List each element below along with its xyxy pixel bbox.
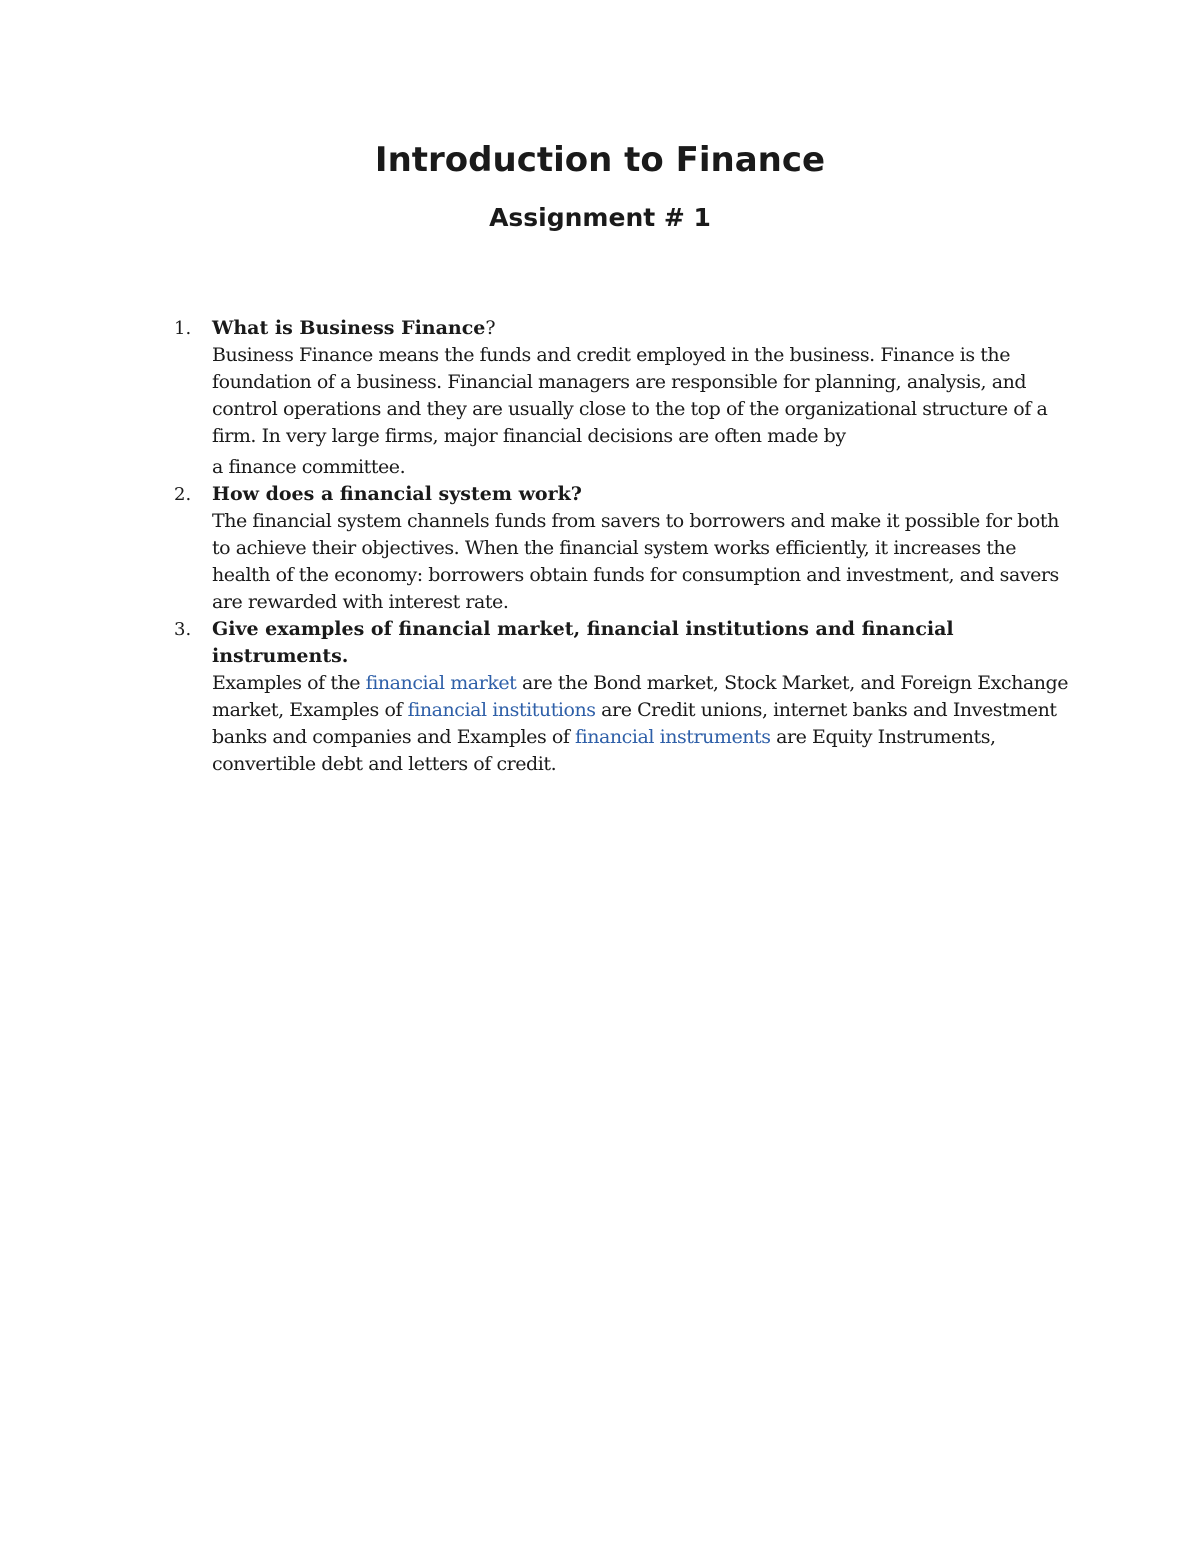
answer-segment: are the Bond market, Stock Market, and Foreign Exchange market, Examples of <box>212 672 1069 721</box>
document-subtitle: Assignment # 1 <box>489 203 711 232</box>
answer-segment: are Equity Instruments, convertible debt and letters of credit. <box>212 726 996 775</box>
document-title: Introduction to Finance <box>374 140 826 180</box>
question-number: 1. <box>174 318 192 339</box>
link-financial-market[interactable]: financial market <box>365 672 517 694</box>
question-number: 3. <box>174 619 192 640</box>
question-item-1 <box>0 315 1200 481</box>
question-text-bold: What is Business Finance <box>212 317 486 339</box>
answer-text: Business Finance means the funds and credit employed in the business. Finance is the foundation of a business. Financial managers are responsible for planning, analysis, and control operations and they are usually close to the top of the organizational structure of a firm. In very large firms, major financial decisions are often made by <box>212 344 1048 447</box>
question-list <box>0 315 1200 778</box>
question-text <box>212 315 1070 342</box>
answer-segment: Examples of the <box>212 672 366 694</box>
question-number: 2. <box>174 484 192 505</box>
question-text: How does a financial system work? <box>212 483 582 505</box>
question-text: Give examples of financial market, financial institutions and financial instruments. <box>212 618 954 667</box>
question-item-2 <box>0 481 1200 616</box>
answer-segment: are Credit unions, internet banks and Investment banks and companies and Examples of <box>212 699 1057 748</box>
answer-text-tail: a finance committee. <box>212 456 406 478</box>
link-financial-instruments[interactable]: financial instruments <box>575 726 771 748</box>
question-mark: ? <box>485 317 496 339</box>
link-financial-institutions[interactable]: financial institutions <box>407 699 596 721</box>
answer-text <box>212 670 1070 778</box>
answer-text: The financial system channels funds from savers to borrowers and make it possible for both to achieve their objectives. When the financial system works efficiently, it increases the health of the economy: borrowers obtain funds for consumption and investment, and savers are rewarded with interest rate. <box>212 510 1059 613</box>
question-item-3 <box>0 616 1200 778</box>
